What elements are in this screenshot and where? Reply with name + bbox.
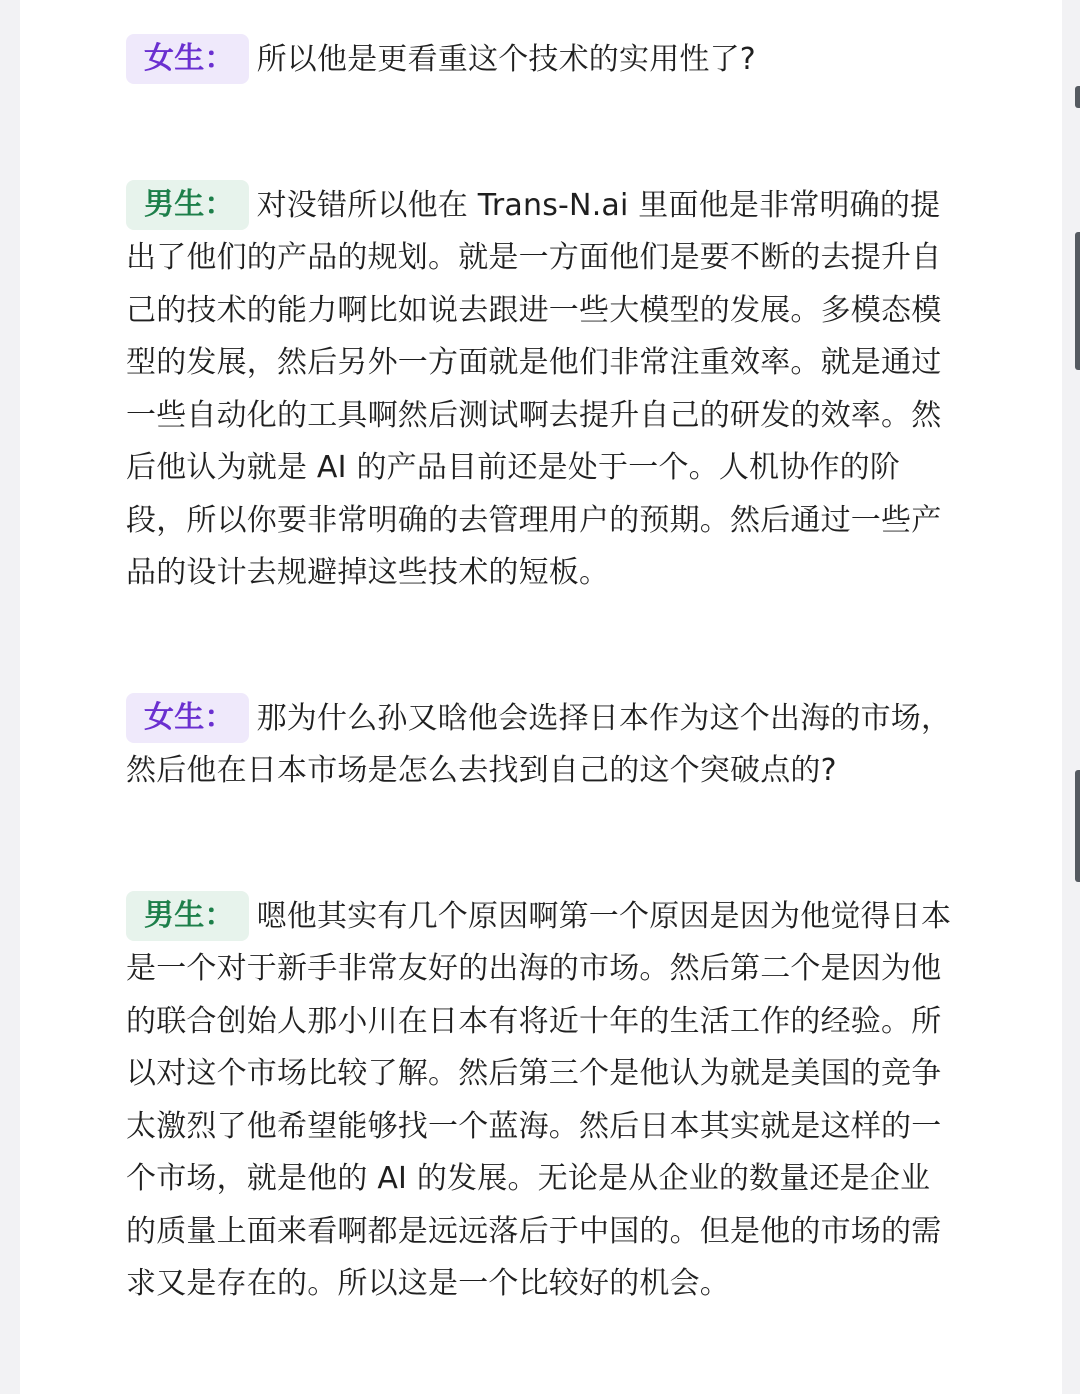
speaker-label-male: 男生： — [126, 891, 249, 941]
speaker-label-male: 男生： — [126, 180, 249, 230]
speaker-label-female: 女生： — [126, 693, 249, 743]
transcript-content — [126, 34, 956, 1311]
speaker-label-female: 女生： — [126, 34, 249, 84]
dialogue-text: 嗯他其实有几个原因啊第一个原因是因为他觉得日本是一个对于新手非常友好的出海的市场。然后第二个是因为他的联合创始人那小川在日本有将近十年的生活工作的经验。所以对这个市场比较了解。然后第三个是他认为就是美国的竞争太激烈了他希望能够找一个蓝海。然后日本其实就是这样的一个市场，就是他的 AI 的发展。无论是从企业的数量还是企业的质量上面来看啊都是远远落后于中国的。但是他的市场的需求又是存在的。所以这是一个比较好的机会。 — [126, 898, 952, 1301]
scroll-indicator[interactable] — [1075, 770, 1080, 882]
dialogue-paragraph-1 — [126, 34, 956, 87]
scroll-indicator[interactable] — [1075, 232, 1080, 370]
dialogue-text: 所以他是更看重这个技术的实用性了? — [256, 42, 756, 77]
dialogue-paragraph-2 — [126, 180, 956, 600]
dialogue-text: 对没错所以他在 Trans-N.ai 里面他是非常明确的提出了他们的产品的规划。就是一方面他们是要不断的去提升自己的技术的能力啊比如说去跟进一些大模型的发展。多模态模型的发展，然后另外一方面就是他们非常注重效率。就是通过一些自动化的工具啊然后测试啊去提升自己的研发的效率。然后他认为就是 AI 的产品目前还是处于一个。人机协作的阶段，所以你要非常明确的去管理用户的预期。然后通过一些产品的设计去规避掉这些技术的短板。 — [126, 187, 942, 590]
dialogue-paragraph-4 — [126, 891, 956, 1311]
transcript-page — [20, 0, 1062, 1394]
dialogue-text: 那为什么孙又晗他会选择日本作为这个出海的市场，然后他在日本市场是怎么去找到自己的这个突破点的? — [126, 700, 952, 788]
scroll-indicator[interactable] — [1075, 86, 1080, 108]
dialogue-paragraph-3 — [126, 693, 956, 798]
